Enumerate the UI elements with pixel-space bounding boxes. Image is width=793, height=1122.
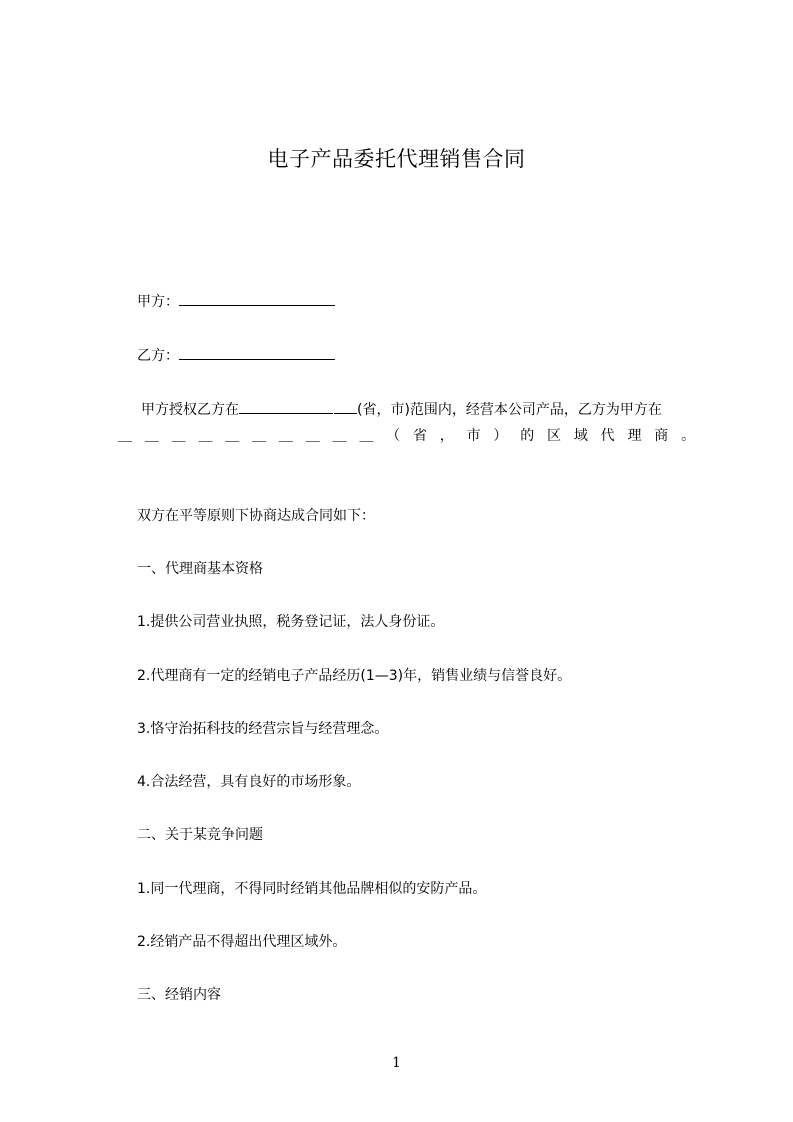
blank-char: ＿ bbox=[252, 428, 267, 444]
section-1-item: 1.提供公司营业执照，税务登记证，法人身份证。 bbox=[137, 614, 445, 630]
section-1-item: 3.恪守治拓科技的经营宗旨与经营理念。 bbox=[137, 721, 389, 737]
party-a-blank bbox=[179, 291, 335, 306]
spread-char: ， bbox=[439, 428, 454, 444]
section-1-item: 2.代理商有一定的经销电子产品经历(1—3)年，销售业绩与信誉良好。 bbox=[137, 668, 572, 684]
section-3-heading: 三、经销内容 bbox=[137, 987, 221, 1003]
blank-char: ＿ bbox=[332, 428, 347, 444]
section-2-item: 2.经销产品不得超出代理区域外。 bbox=[137, 934, 347, 950]
section-2-item: 1.同一代理商，不得同时经销其他品牌相似的安防产品。 bbox=[137, 881, 487, 897]
spread-char: 代 bbox=[600, 428, 615, 444]
section-1-heading: 一、代理商基本资格 bbox=[137, 561, 263, 577]
blank-char: ＿ bbox=[198, 428, 213, 444]
spread-char: 市 bbox=[466, 428, 481, 444]
blank-char: ＿ bbox=[144, 428, 159, 444]
spread-char: 域 bbox=[573, 428, 588, 444]
blank-char: ＿ bbox=[278, 428, 293, 444]
spread-char: 理 bbox=[627, 428, 642, 444]
authorization-line-2 bbox=[118, 426, 695, 446]
document-title: 电子产品委托代理销售合同 bbox=[267, 147, 526, 171]
intro-paragraph: 双方在平等原则下协商达成合同如下： bbox=[137, 508, 375, 524]
authorization-line-1 bbox=[141, 399, 662, 420]
spread-char: 。 bbox=[681, 428, 696, 444]
party-b-line bbox=[137, 345, 335, 366]
province-blank bbox=[239, 399, 333, 414]
spread-char: ） bbox=[493, 428, 508, 444]
section-1-item: 4.合法经营，具有良好的市场形象。 bbox=[137, 774, 361, 790]
party-a-label: 甲方： bbox=[137, 294, 179, 310]
party-a-line bbox=[137, 291, 335, 312]
province-blank-2 bbox=[334, 399, 357, 414]
spread-char: 商 bbox=[654, 428, 669, 444]
authorization-part2: (省，市)范围内，经营本公司产品，乙方为甲方在 bbox=[357, 402, 662, 418]
spread-char: 区 bbox=[547, 428, 561, 444]
section-2-heading: 二、关于某竞争问题 bbox=[137, 827, 263, 843]
blank-char: ＿ bbox=[225, 428, 240, 444]
spread-char: （ bbox=[386, 428, 401, 444]
spread-char: 省 bbox=[412, 428, 427, 444]
blank-char: ＿ bbox=[305, 428, 320, 444]
spread-char: 的 bbox=[520, 428, 535, 444]
blank-char: ＿ bbox=[359, 428, 374, 444]
authorization-part1: 甲方授权乙方在 bbox=[141, 402, 239, 418]
party-b-blank bbox=[179, 345, 335, 360]
blank-char: ＿ bbox=[171, 428, 186, 444]
party-b-label: 乙方： bbox=[137, 348, 179, 364]
page-number: 1 bbox=[392, 1055, 401, 1071]
blank-char: ＿ bbox=[118, 428, 132, 444]
